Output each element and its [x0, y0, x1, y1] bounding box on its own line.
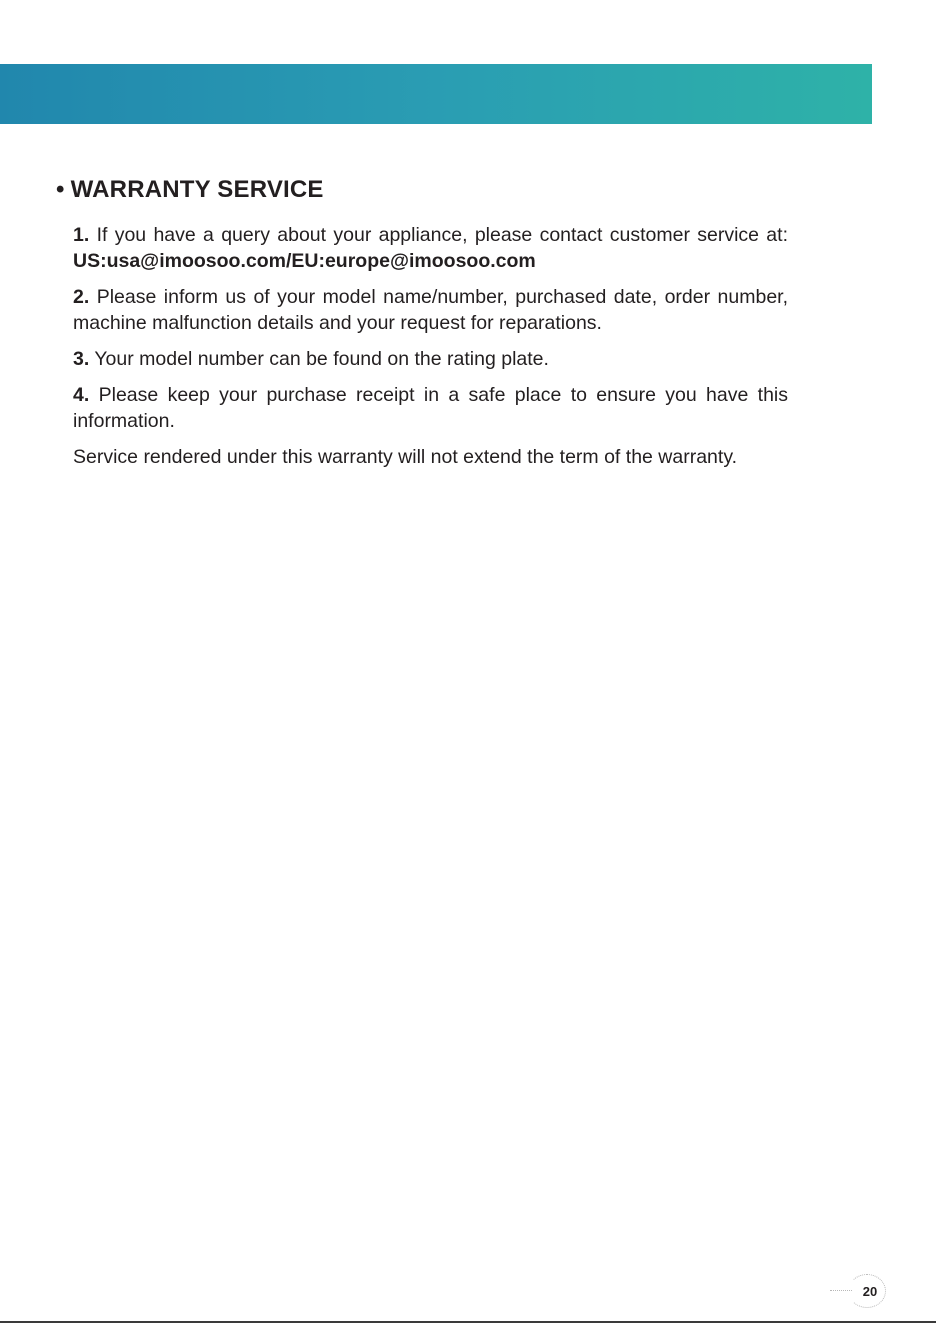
warranty-item-2: [73, 284, 788, 336]
item-number: 1.: [73, 224, 90, 246]
section-title: [56, 176, 796, 204]
warranty-item-4: [73, 382, 788, 434]
closing-note: Service rendered under this warranty will not extend the term of the warranty.: [73, 446, 738, 468]
item-number: 3.: [73, 348, 90, 370]
warranty-item-3: [73, 346, 788, 372]
contact-email: US:usa@imoosoo.com/EU:europe@imoosoo.com: [73, 250, 536, 272]
warranty-item-1: [73, 222, 788, 274]
page-number: 20: [862, 1283, 878, 1299]
header-band: [0, 64, 872, 124]
warranty-service-section: [56, 176, 796, 480]
item-number: 2.: [73, 286, 90, 308]
bullet-icon: •: [56, 176, 65, 203]
item-text: Please inform us of your model name/number, purchased date, order number, machine malfunction details and your request for reparations.: [73, 286, 788, 334]
item-text: Your model number can be found on the rating plate.: [94, 348, 549, 370]
item-text: If you have a query about your appliance, please contact customer service at:: [96, 224, 788, 246]
item-text: Please keep your purchase receipt in a safe place to ensure you have this information.: [73, 384, 788, 432]
bottom-rule: [0, 1321, 936, 1323]
section-title-text: WARRANTY SERVICE: [70, 176, 324, 203]
item-number: 4.: [73, 384, 90, 406]
